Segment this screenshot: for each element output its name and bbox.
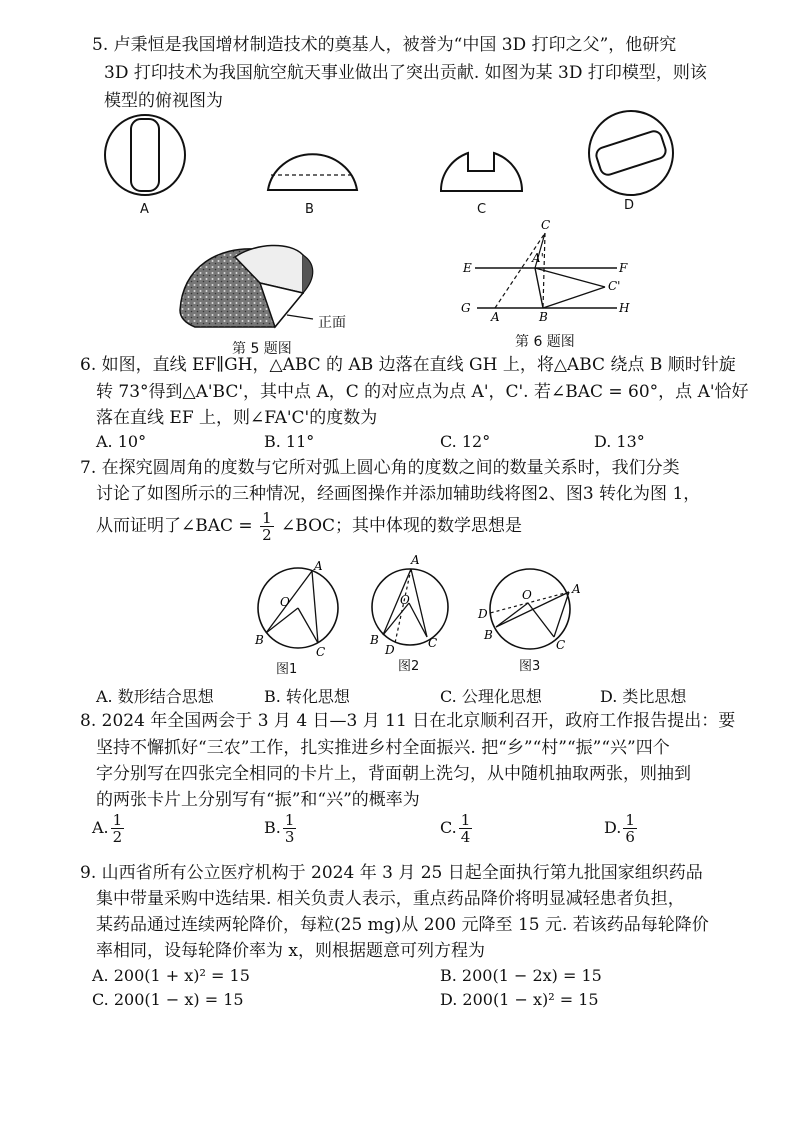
q5-stem-line-3: 模型的俯视图为: [104, 91, 223, 111]
q8-stem-line-4: 的两张卡片上分别写有“振”和“兴”的概率为: [96, 790, 420, 810]
q8-option-c[interactable]: [440, 812, 474, 845]
q8-option-b[interactable]: [264, 812, 298, 845]
q9-stem-line-2: 集中带量采购中选结果. 相关负责人表示，重点药品降价将明显减轻患者负担，: [96, 889, 685, 909]
q8-option-b-label: B.: [264, 818, 281, 837]
svg-text:B: B: [255, 633, 264, 647]
q7-option-b[interactable]: B. 转化思想: [264, 687, 350, 706]
svg-text:C: C: [556, 638, 566, 652]
q8-option-d-den: 6: [625, 828, 635, 846]
q9-option-b[interactable]: B. 200(1 − 2x) = 15: [440, 966, 602, 985]
q7-option-d[interactable]: D. 类比思想: [600, 687, 687, 706]
q6-label-c: C: [541, 218, 551, 232]
q7-figure-3: [478, 565, 588, 655]
q9-option-a[interactable]: A. 200(1 + x)² = 15: [92, 966, 250, 985]
q5-option-a-label[interactable]: A: [140, 202, 149, 217]
q8-option-b-den: 3: [284, 828, 295, 846]
q8-option-c-label: C.: [440, 818, 457, 837]
svg-text:A: A: [411, 553, 420, 567]
q8-option-c-num: 1: [460, 811, 471, 829]
q7-option-c[interactable]: C. 公理化思想: [440, 687, 542, 706]
q7-fraction-num: 1: [262, 509, 272, 527]
q6-label-a-prime: A': [532, 251, 544, 265]
q8-option-a-label: A.: [92, 818, 109, 837]
q6-figure: [455, 215, 655, 325]
q6-option-b[interactable]: B. 11°: [264, 432, 315, 451]
svg-text:D: D: [478, 607, 488, 621]
q8-option-c-den: 4: [460, 828, 471, 846]
q6-label-g: G: [461, 301, 471, 315]
q8-option-a-den: 2: [112, 828, 123, 846]
q7-figure-3-caption: 图3: [519, 659, 541, 674]
q9-stem-line-3: 某药品通过连续两轮降价，每粒(25 mg)从 200 元降至 15 元. 若该药品每轮降价: [96, 915, 709, 935]
q8-option-d[interactable]: [604, 812, 639, 845]
q8-option-b-num: 1: [284, 811, 295, 829]
q5-option-c-label[interactable]: C: [477, 202, 487, 217]
svg-text:C: C: [316, 645, 326, 659]
q6-label-a: A: [491, 310, 500, 324]
svg-text:O: O: [280, 595, 290, 609]
q6-label-c-prime: C': [608, 279, 621, 293]
q9-stem-line-4: 率相同，设每轮降价率为 x，则根据题意可列方程为: [96, 941, 485, 961]
svg-text:B: B: [370, 633, 379, 647]
q5-figure-caption: 第 5 题图: [232, 341, 292, 357]
q6-stem-line-1: 6. 如图，直线 EF∥GH，△ABC 的 AB 边落在直线 GH 上，将△ABC 绕点 B 顺时针旋: [80, 355, 736, 375]
svg-text:C: C: [428, 636, 438, 650]
svg-text:O: O: [522, 588, 532, 602]
q6-option-c[interactable]: C. 12°: [440, 432, 491, 451]
q6-stem-line-2: 转 73°得到△A'BC'，其中点 A，C 的对应点为点 A'，C'. 若∠BAC = 60°，点 A'恰好: [96, 382, 749, 402]
q8-stem-line-1: 8. 2024 年全国两会于 3 月 4 日—3 月 11 日在北京顺利召开，政府工作报告提出：要: [80, 711, 736, 731]
q5-option-d-figure: [585, 108, 677, 196]
q6-label-h: H: [619, 301, 630, 315]
q8-stem-line-3: 字分别写在四张完全相同的卡片上，背面朝上洗匀，从中随机抽取两张，则抽到: [96, 764, 691, 784]
q6-label-b: B: [539, 310, 548, 324]
q7-figure-1-caption: 图1: [276, 662, 298, 677]
svg-text:A: A: [572, 582, 581, 596]
q8-stem-line-2: 坚持不懈抓好“三农”工作，扎实推进乡村全面振兴. 把“乡”“村”“振”“兴”四个: [96, 738, 670, 758]
svg-text:B: B: [484, 628, 493, 642]
q7-figure-2: [365, 555, 455, 655]
q7-fraction: [260, 510, 274, 543]
q8-option-a[interactable]: [92, 812, 126, 845]
q7-figure-1: [250, 559, 350, 659]
q9-stem-line-1: 9. 山西省所有公立医疗机构于 2024 年 3 月 25 日起全面执行第九批国家组织药品: [80, 863, 703, 883]
q7-figure-2-caption: 图2: [398, 659, 420, 674]
q7-stem-line-2: 讨论了如图所示的三种情况，经画图操作并添加辅助线将图2、图3 转化为图 1，: [96, 484, 701, 504]
q9-option-d[interactable]: D. 200(1 − x)² = 15: [440, 990, 599, 1009]
q6-figure-caption: 第 6 题图: [515, 334, 575, 350]
q7-line3-before: 从而证明了∠BAC =: [96, 516, 253, 536]
q7-stem-line-1: 7. 在探究圆周角的度数与它所对弧上圆心角的度数之间的数量关系时，我们分类: [80, 458, 680, 478]
q5-front-label: 正面: [318, 315, 346, 331]
svg-text:D: D: [385, 643, 395, 657]
q7-fraction-den: 2: [262, 526, 272, 544]
q8-option-d-num: 1: [625, 811, 635, 829]
q6-stem-line-3: 落在直线 EF 上，则∠FA'C'的度数为: [96, 408, 378, 428]
q8-option-a-num: 1: [112, 811, 123, 829]
q8-option-d-label: D.: [604, 818, 622, 837]
q9-option-c[interactable]: C. 200(1 − x) = 15: [92, 990, 244, 1009]
q7-line3-after: ∠BOC；其中体现的数学思想是: [281, 516, 523, 536]
q5-stem-line-1: 5. 卢秉恒是我国增材制造技术的奠基人，被誉为“中国 3D 打印之父”，他研究: [92, 35, 677, 55]
svg-text:O: O: [400, 593, 410, 607]
q6-option-d[interactable]: D. 13°: [594, 432, 645, 451]
q5-option-a-figure: [100, 113, 190, 198]
q5-option-c-figure: [438, 145, 528, 195]
q5-option-d-label[interactable]: D: [624, 198, 635, 213]
q7-stem-line-3: [96, 508, 522, 544]
q5-stem-line-2: 3D 打印技术为我国航空航天事业做出了突出贡献. 如图为某 3D 打印模型，则该: [104, 63, 707, 83]
q6-option-a[interactable]: A. 10°: [96, 432, 147, 451]
q6-label-f: F: [619, 261, 628, 275]
q5-option-b-label[interactable]: B: [305, 202, 314, 217]
q6-label-e: E: [463, 261, 472, 275]
svg-text:A: A: [314, 559, 323, 573]
q7-option-a[interactable]: A. 数形结合思想: [96, 687, 214, 706]
q5-option-b-figure: [265, 145, 360, 195]
